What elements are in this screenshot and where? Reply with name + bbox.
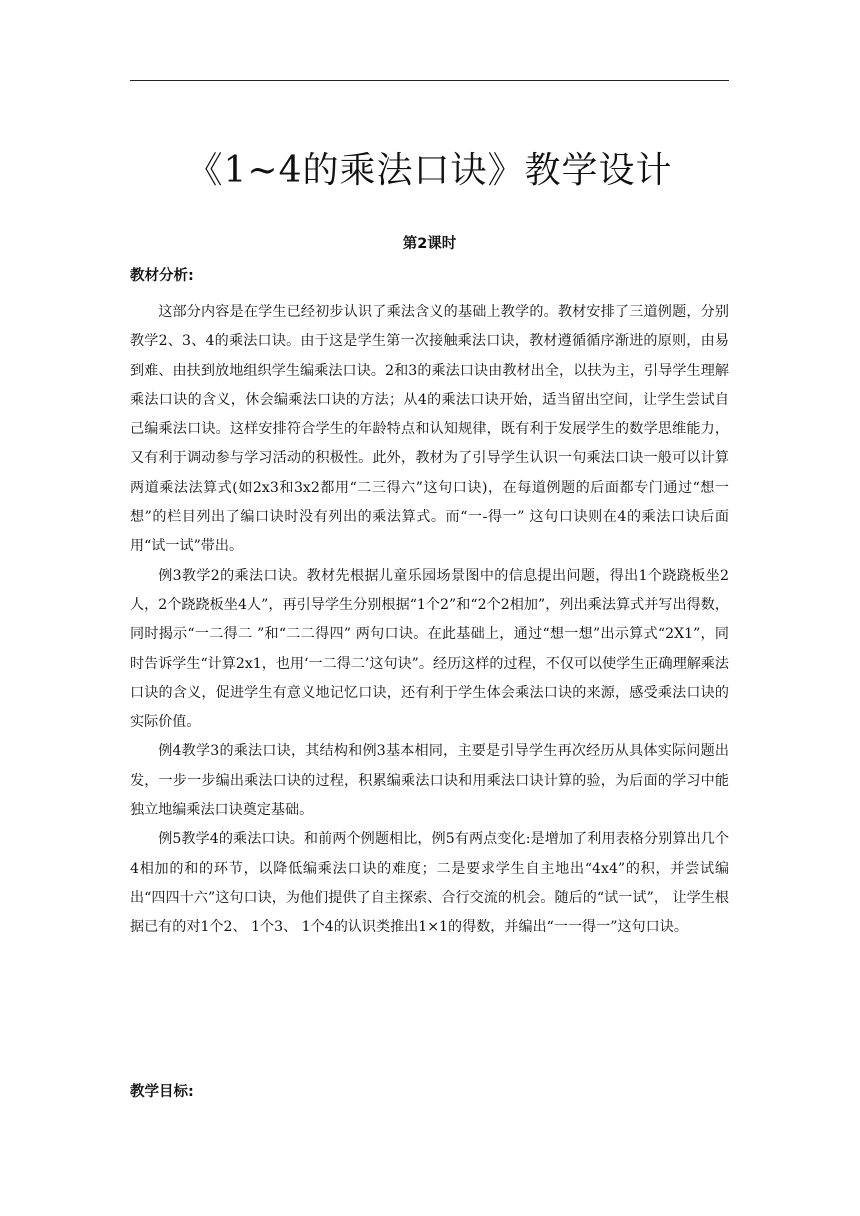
section-heading-analysis: 教材分析: — [130, 268, 194, 284]
paragraph: 例4教学3的乘法口诀，其结构和例3基本相同，主要是引导学生再次经历从具体实际问题出发，一步一步编出乘法口诀的过程，积累编乘法口诀和用乘法口诀计算的验，为后面的学习中能独立地编乘法口诀奠定基础。 — [130, 743, 729, 819]
document-title: 《1~4的乘法口诀》教学设计 — [186, 150, 673, 191]
paragraph: 这部分内容是在学生已经初步认识了乘法含义的基础上教学的。教材安排了三道例题，分别教学2、3、4的乘法口诀。由于这是学生第一次接触乘法口诀，教材遵循循序渐进的原则，由易到难、由扶到放地组织学生编乘法口诀。2和3的乘法口诀由教材出全，以扶为主，引导学生理解乘法口诀的含义，休会编乘法口诀的方法；从4的乘法口诀开始，适当留出空间，让学生尝试自己编乘法口诀。这样安排符合学生的年龄特点和认知规律，既有利于发展学生的数学思维能力，又有利于调动参与学习活动的积极性。此外，教材为了引导学生认识一句乘法口诀一般可以计算两道乘法法算式(如2x3和3x2都用“二三得六”这句口诀)，在每道例题的后面都专门通过“想一想”的栏目列出了编口诀时没有列出的乘法算式。而“一-得一” 这句口诀则在4的乘法口诀后面用“试一试”带出。 — [130, 304, 729, 555]
analysis-body — [130, 298, 729, 943]
paragraph: 例5教学4的乘法口诀。和前两个例题相比，例5有两点变化:是增加了利用表格分别算出几个4相加的和的环节，以降低编乘法口诀的难度；二是要求学生自主地出“4x4”的积，并尝试编出“四四十六”这句口诀，为他们提供了自主探索、合行交流的机会。随后的“试一试”， 让学生根据已有的对1个2、 1个3、 1个4的认识类推出1×1的得数，并编出“一一得一”这句口诀。 — [130, 831, 729, 936]
section-heading-objectives: 教学目标: — [130, 1084, 194, 1100]
header-rule — [130, 80, 729, 81]
paragraph: 例3教学2的乘法口诀。教材先根据儿童乐园场景图中的信息提出问题，得出1个跷跷板坐2人，2个跷跷板坐4人”，再引导学生分别根据“1个2”和“2个2相加”，列出乘法算式并写出得数，同时揭示“一二得二 ”和“二二得四” 两句口诀。在此基础上，通过“想一想”出示算式“2X1”，同时告诉学生“计算2x1，也用‘一二得二’这句诀”。经历这样的过程，不仅可以使学生正确理解乘法口诀的含义，促进学生有意义地记忆口诀，还有利于学生体会乘法口诀的来源，感受乘法口诀的实际价值。 — [130, 567, 729, 731]
lesson-label: 第2课时 — [402, 236, 457, 252]
